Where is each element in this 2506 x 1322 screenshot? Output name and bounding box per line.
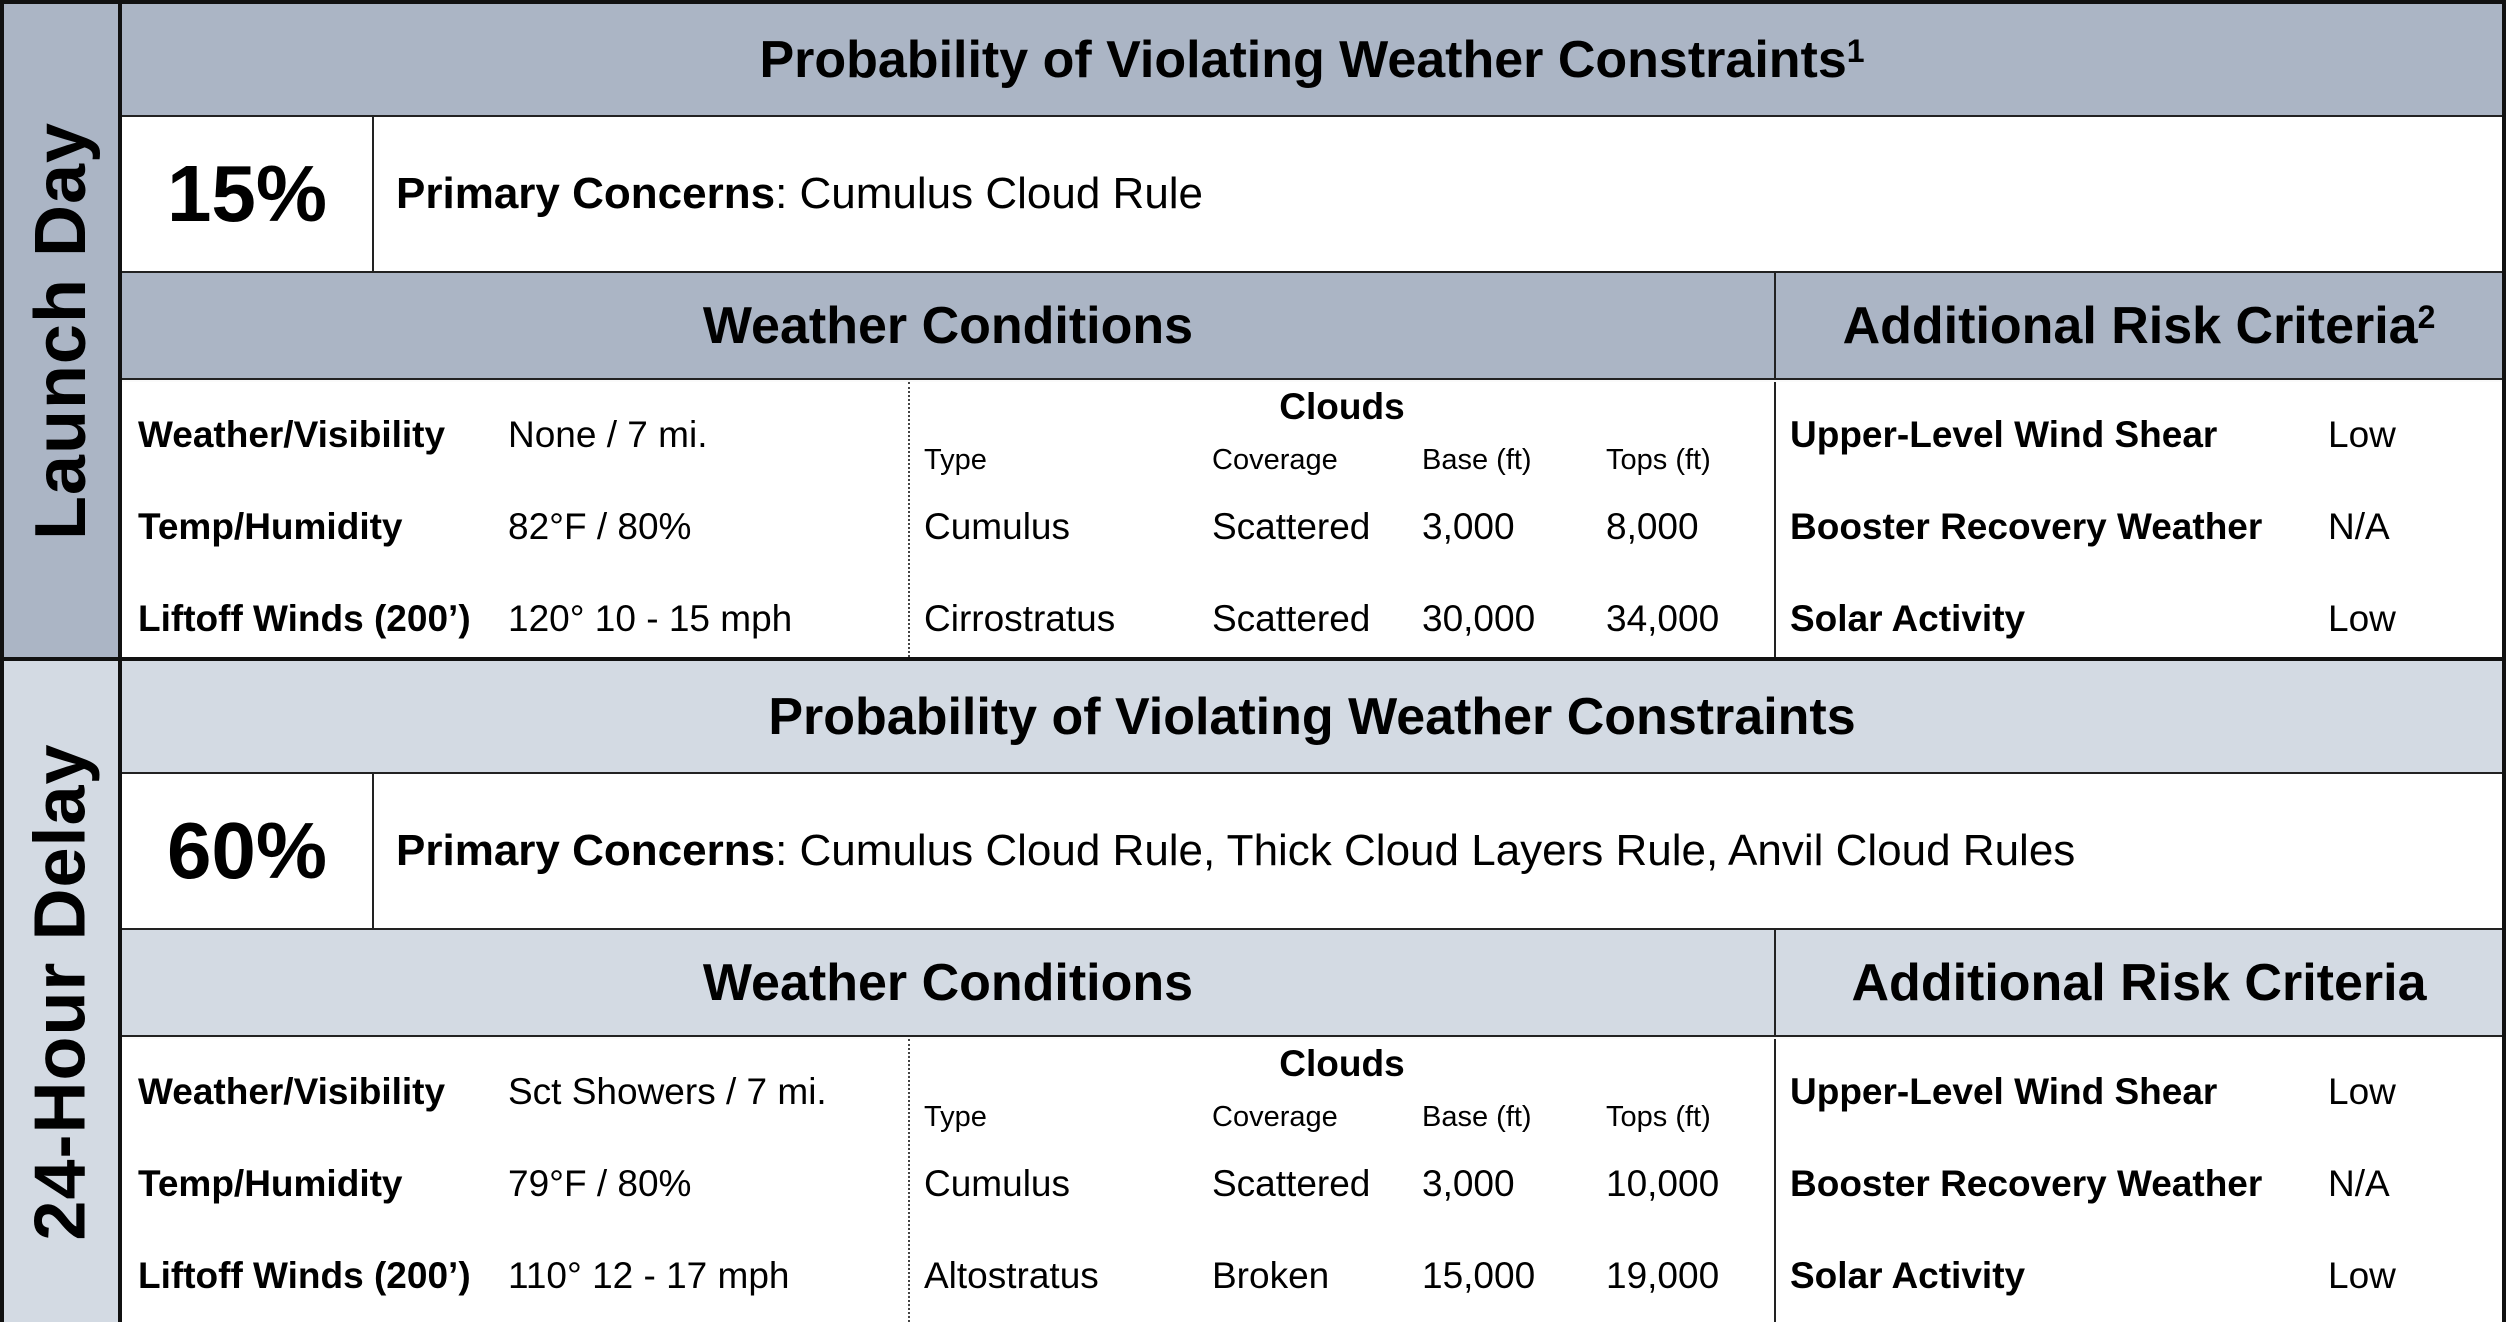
side-label: 24-Hour Delay bbox=[21, 742, 102, 1241]
risk-column bbox=[1776, 1039, 2502, 1322]
cloud-header-base: Base (ft) bbox=[1422, 1101, 1532, 1133]
cloud-header-base: Base (ft) bbox=[1422, 444, 1532, 476]
cloud-coverage: Scattered bbox=[1212, 1163, 1371, 1204]
primary-concerns-value: : Cumulus Cloud Rule bbox=[775, 169, 1204, 218]
liftoff-winds-value: 110° 12 - 17 mph bbox=[508, 1255, 790, 1296]
probability-value: 15% bbox=[122, 117, 374, 271]
footnote-marker: 1 bbox=[1846, 33, 1865, 69]
cloud-tops: 19,000 bbox=[1606, 1255, 1720, 1296]
solar-activity-value: Low bbox=[2328, 598, 2396, 639]
primary-concerns-value: : Cumulus Cloud Rule, Thick Cloud Layers Rule, Anvil Cloud Rules bbox=[775, 826, 2076, 875]
additional-risk-criteria-title: Additional Risk Criteria bbox=[1851, 953, 2427, 1012]
temp-humidity-label: Temp/Humidity bbox=[138, 1163, 403, 1204]
solar-activity-label: Solar Activity bbox=[1790, 598, 2026, 639]
cloud-tops: 34,000 bbox=[1606, 598, 1720, 639]
section-content bbox=[122, 661, 2502, 1322]
delay-section bbox=[4, 657, 2502, 1322]
temp-humidity-value: 82°F / 80% bbox=[508, 506, 692, 547]
cloud-header-coverage: Coverage bbox=[1212, 1101, 1338, 1133]
probability-title-text: Probability of Violating Weather Constraints bbox=[759, 30, 1847, 89]
cloud-base: 3,000 bbox=[1422, 1163, 1515, 1204]
clouds-column bbox=[910, 382, 1776, 657]
wind-shear-label: Upper-Level Wind Shear bbox=[1790, 414, 2218, 455]
weather-value: None / 7 mi. bbox=[508, 414, 708, 455]
solar-activity-value: Low bbox=[2328, 1255, 2396, 1296]
solar-activity-label: Solar Activity bbox=[1790, 1255, 2026, 1296]
cloud-tops: 8,000 bbox=[1606, 506, 1699, 547]
cloud-header-tops: Tops (ft) bbox=[1606, 1101, 1711, 1133]
side-label-panel bbox=[4, 661, 122, 1322]
temp-humidity-label: Temp/Humidity bbox=[138, 506, 403, 547]
primary-concerns bbox=[396, 774, 2075, 928]
probability-title bbox=[122, 4, 2502, 117]
cloud-coverage: Scattered bbox=[1212, 598, 1371, 639]
liftoff-winds-label: Liftoff Winds (200’) bbox=[138, 1255, 471, 1296]
cloud-tops: 10,000 bbox=[1606, 1163, 1720, 1204]
probability-row bbox=[122, 117, 2502, 273]
cloud-type: Altostratus bbox=[924, 1255, 1099, 1296]
risk-column bbox=[1776, 382, 2502, 657]
booster-recovery-value: N/A bbox=[2328, 1163, 2390, 1204]
sub-header-row bbox=[122, 930, 2502, 1037]
probability-title-text: Probability of Violating Weather Constraints bbox=[768, 687, 1856, 746]
weather-label: Weather/Visibility bbox=[138, 414, 446, 455]
primary-concerns-label: Primary Concerns bbox=[396, 169, 776, 218]
additional-risk-criteria-title: Additional Risk Criteria bbox=[1842, 296, 2418, 355]
conditions-grid bbox=[122, 1039, 2502, 1322]
side-label-panel bbox=[4, 4, 122, 657]
wind-shear-label: Upper-Level Wind Shear bbox=[1790, 1071, 2218, 1112]
cloud-type: Cumulus bbox=[924, 506, 1070, 547]
launch-day-section bbox=[4, 4, 2502, 657]
section-content bbox=[122, 4, 2502, 657]
booster-recovery-value: N/A bbox=[2328, 506, 2390, 547]
cloud-header-type: Type bbox=[924, 1101, 987, 1133]
sub-header-row bbox=[122, 273, 2502, 380]
side-label: Launch Day bbox=[21, 121, 101, 540]
conditions-grid bbox=[122, 382, 2502, 657]
additional-risk-criteria-header bbox=[1776, 930, 2502, 1037]
booster-recovery-label: Booster Recovery Weather bbox=[1790, 506, 2263, 547]
booster-recovery-label: Booster Recovery Weather bbox=[1790, 1163, 2263, 1204]
cloud-base: 30,000 bbox=[1422, 598, 1536, 639]
probability-row bbox=[122, 774, 2502, 930]
additional-risk-criteria-header bbox=[1776, 273, 2502, 380]
cloud-header-coverage: Coverage bbox=[1212, 444, 1338, 476]
cloud-coverage: Scattered bbox=[1212, 506, 1371, 547]
wind-shear-value: Low bbox=[2328, 1071, 2396, 1112]
weather-column bbox=[122, 382, 910, 657]
cloud-type: Cirrostratus bbox=[924, 598, 1116, 639]
probability-value: 60% bbox=[122, 774, 374, 928]
cloud-base: 3,000 bbox=[1422, 506, 1515, 547]
cloud-base: 15,000 bbox=[1422, 1255, 1536, 1296]
clouds-title: Clouds bbox=[1279, 1043, 1405, 1084]
weather-label: Weather/Visibility bbox=[138, 1071, 446, 1112]
clouds-column bbox=[910, 1039, 1776, 1322]
weather-value: Sct Showers / 7 mi. bbox=[508, 1071, 827, 1112]
clouds-title: Clouds bbox=[1279, 386, 1405, 427]
weather-column bbox=[122, 1039, 910, 1322]
primary-concerns-label: Primary Concerns bbox=[396, 826, 776, 875]
weather-conditions-header: Weather Conditions bbox=[122, 930, 1776, 1037]
liftoff-winds-label: Liftoff Winds (200’) bbox=[138, 598, 471, 639]
probability-title bbox=[122, 661, 2502, 774]
cloud-header-type: Type bbox=[924, 444, 987, 476]
wind-shear-value: Low bbox=[2328, 414, 2396, 455]
cloud-coverage: Broken bbox=[1212, 1255, 1330, 1296]
footnote-marker: 2 bbox=[2417, 299, 2436, 335]
temp-humidity-value: 79°F / 80% bbox=[508, 1163, 692, 1204]
cloud-type: Cumulus bbox=[924, 1163, 1070, 1204]
liftoff-winds-value: 120° 10 - 15 mph bbox=[508, 598, 793, 639]
primary-concerns bbox=[396, 117, 1203, 271]
weather-conditions-header: Weather Conditions bbox=[122, 273, 1776, 380]
cloud-header-tops: Tops (ft) bbox=[1606, 444, 1711, 476]
